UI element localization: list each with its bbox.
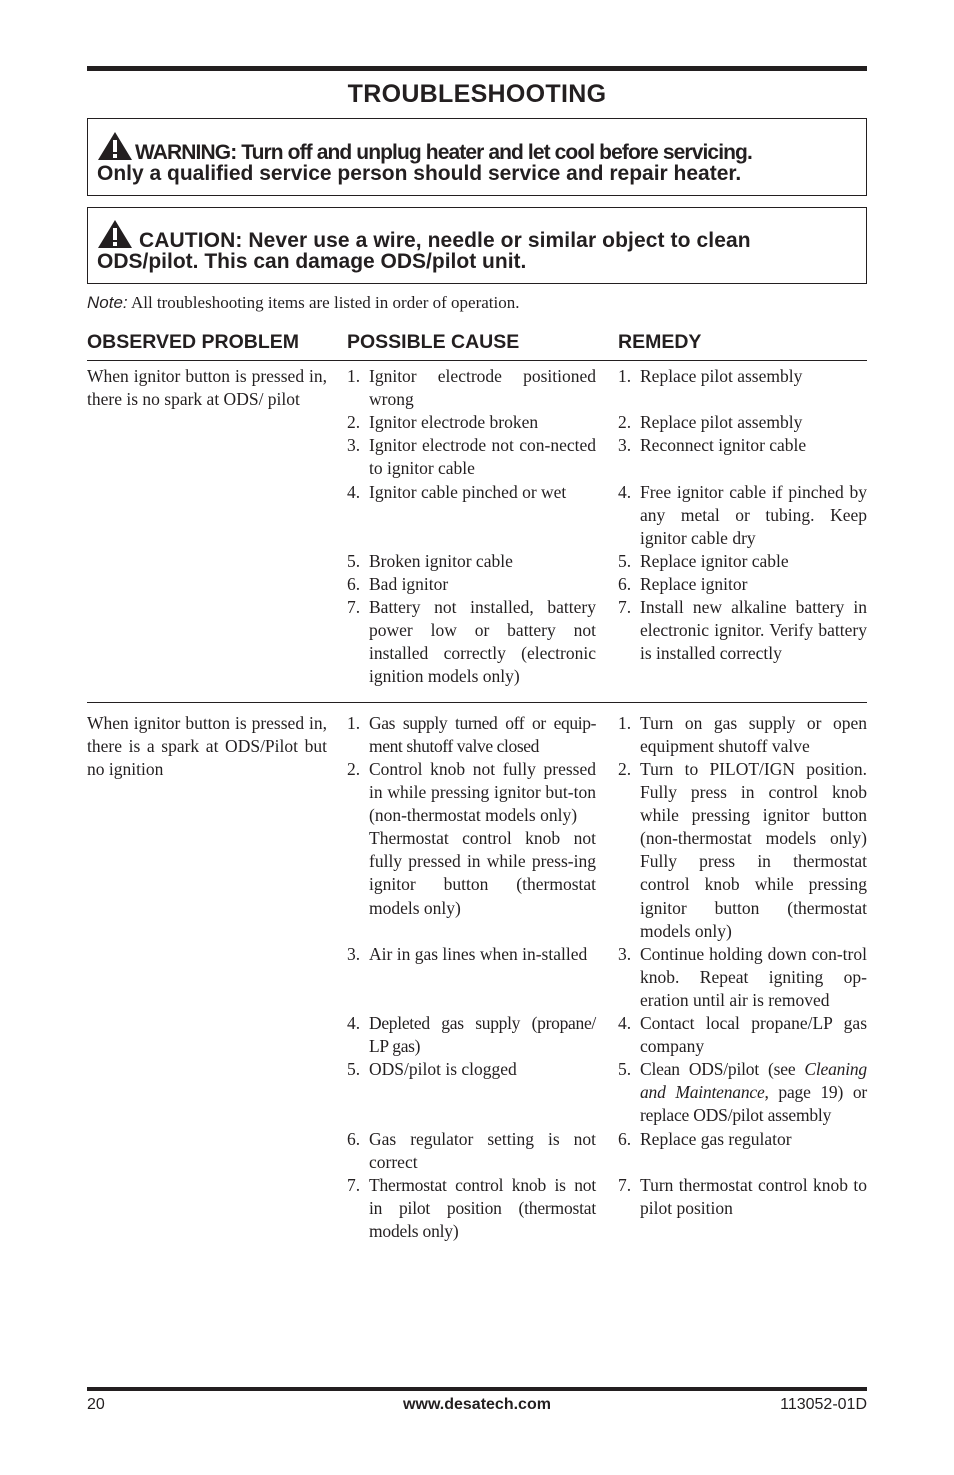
cause-2-7: 7. Thermostat control knob is not in pilot position (thermostat models only) (347, 1175, 596, 1242)
cause-2-4: 4. Depleted gas supply (propane/ LP gas) (347, 1013, 596, 1057)
warning-text-2: Only a qualified service person should service and repair heater. (97, 162, 742, 185)
header-remedy: REMEDY (618, 331, 702, 353)
caution-text-1: CAUTION: Never use a wire, needle or similar object to clean (139, 229, 751, 252)
warning-box (87, 118, 867, 196)
group-divider (87, 702, 867, 703)
remedy-2-1: 1. Turn on gas supply or open equipment shutoff valve (618, 713, 867, 757)
header-observed-problem: OBSERVED PROBLEM (87, 331, 300, 353)
footer-url: www.desatech.com (403, 1396, 551, 1413)
cause-1-7: 7. Battery not installed, battery power low or battery not installed correctly (electronic ignition models only) (347, 597, 596, 687)
header-rule (87, 360, 867, 361)
cause-2-3: 3. Air in gas lines when in-stalled (347, 944, 588, 964)
remedy-2-7: 7. Turn thermostat control knob to pilot position (618, 1175, 867, 1219)
remedy-2-4: 4. Contact local propane/LP gas company (618, 1013, 867, 1057)
problem-2: When ignitor button is pressed in, there is a spark at ODS/Pilot but no ignition (87, 713, 327, 780)
cause-2-6: 6. Gas regulator setting is not correct (347, 1129, 596, 1173)
warning-triangle-icon (97, 219, 133, 249)
warning-text-1: WARNING: Turn off and unplug heater and let cool before servicing. (135, 141, 752, 164)
note (87, 293, 520, 313)
remedy-1-5: 5. Replace ignitor cable (618, 551, 789, 571)
remedy-2-5: 5. Clean ODS/pilot (see Cleaning and Maintenance, page 19) or replace ODS/pilot assembly (618, 1059, 868, 1126)
remedy-1-6: 6. Replace ignitor (618, 574, 748, 594)
remedy-1-2: 2. Replace pilot assembly (618, 412, 803, 432)
footer-rule (87, 1387, 867, 1391)
remedy-2-6: 6. Replace gas regulator (618, 1129, 792, 1149)
page-number: 20 (87, 1396, 105, 1413)
cause-1-2: 2. Ignitor electrode broken (347, 412, 539, 432)
cause-1-6: 6. Bad ignitor (347, 574, 449, 594)
cross-reference: Cleaning and Maintenance (640, 1059, 867, 1103)
cause-1-1: 1. Ignitor electrode positioned wrong (347, 366, 596, 410)
cause-1-3: 3. Ignitor electrode not con-nected to ignitor cable (347, 435, 596, 479)
header-possible-cause: POSSIBLE CAUSE (347, 331, 520, 353)
caution-text-2: ODS/pilot. This can damage ODS/pilot unit. (97, 250, 527, 273)
document-code: 113052-01D (780, 1396, 867, 1413)
remedy-1-3: 3. Reconnect ignitor cable (618, 435, 807, 455)
cause-2-5: 5. ODS/pilot is clogged (347, 1059, 517, 1079)
note-text: All troubleshooting items are listed in order of operation. (127, 293, 520, 312)
remedy-2-2: 2. Turn to PILOT/IGN position. Fully press in control knob while pressing ignitor button (non-thermostat models only) Fully press in thermostat control knob while pressing ignitor button (thermostat models only) (618, 759, 867, 941)
remedy-2-3: 3. Continue holding down con-trol knob. Repeat igniting op-eration until air is removed (618, 944, 867, 1011)
top-rule (87, 66, 867, 71)
remedy-1-4: 4. Free ignitor cable if pinched by any metal or tubing. Keep ignitor cable dry (618, 482, 867, 549)
warning-triangle-icon (97, 131, 133, 161)
cause-2-1: 1. Gas supply turned off or equip-ment shutoff valve closed (347, 713, 596, 757)
cause-1-4: 4. Ignitor cable pinched or wet (347, 482, 567, 502)
cause-2-2: 2. Control knob not fully pressed in while pressing ignitor but-ton (non-thermostat models only) Thermostat control knob not fully pressed in while press-ing ignitor button (thermostat models only) (347, 759, 596, 918)
problem-1: When ignitor button is pressed in, there is no spark at ODS/ pilot (87, 366, 327, 410)
cause-1-5: 5. Broken ignitor cable (347, 551, 513, 571)
remedy-1-1: 1. Replace pilot assembly (618, 366, 803, 386)
caution-box (87, 207, 867, 284)
page-title: TROUBLESHOOTING (347, 80, 607, 108)
note-label: Note: (87, 293, 128, 312)
remedy-1-7: 7. Install new alkaline battery in electronic ignitor. Verify battery is installed correctly (618, 597, 867, 664)
